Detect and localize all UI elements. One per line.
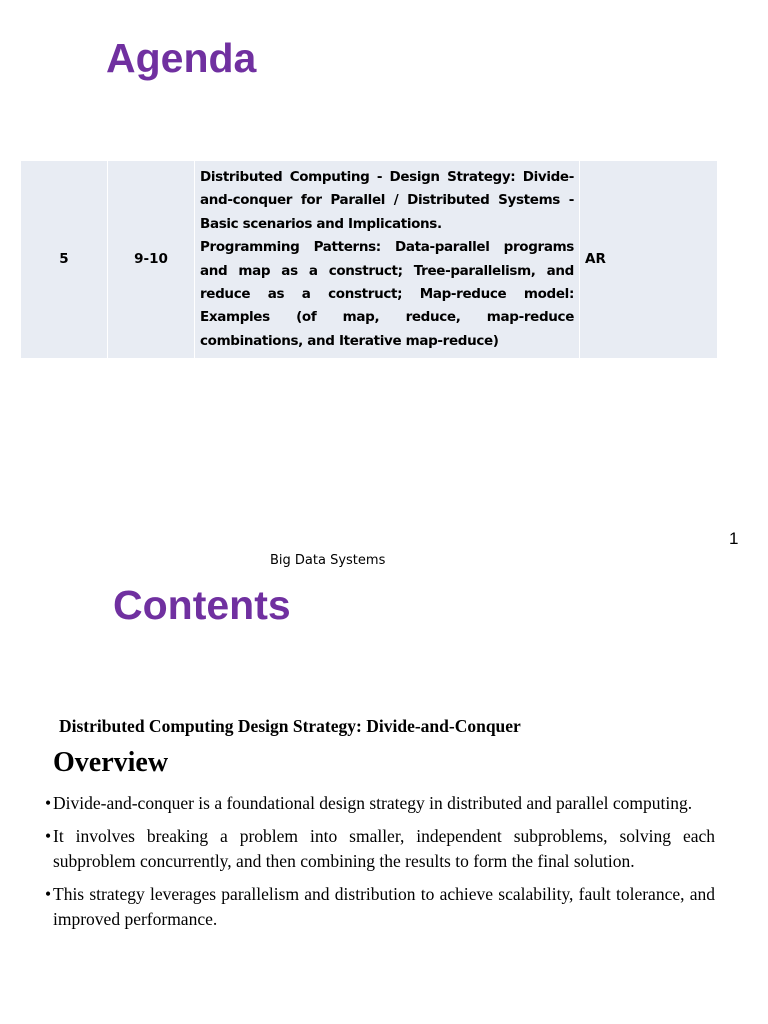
section-heading: Distributed Computing Design Strategy: Divide-and-Conquer — [59, 716, 521, 736]
contact-hours-cell: 9-10 — [108, 161, 195, 358]
faculty-cell: AR — [585, 250, 606, 267]
overview-bullet-list — [45, 791, 715, 940]
bullet-icon: • — [45, 793, 52, 813]
session-number-cell: 5 — [21, 161, 108, 358]
topic-text-programming-patterns: Programming Patterns: Data-parallel programs and map as a construct; Tree-parallelism, and reduce as a construct; Map-reduce model: Examples (of map, reduce, map-reduce combinations, and Iterative map-reduce) — [200, 239, 574, 349]
table-row — [21, 161, 717, 358]
agenda-title: Agenda — [106, 35, 257, 81]
bullet-icon: • — [45, 826, 52, 846]
bullet-text: This strategy leverages parallelism and distribution to achieve scalability, fault tolerance, and improved performance. — [53, 884, 715, 929]
agenda-table — [21, 161, 717, 358]
page-number: 1 — [729, 529, 739, 548]
topic-cell — [195, 161, 580, 358]
contents-title: Contents — [113, 582, 291, 628]
list-item — [45, 791, 715, 816]
topic-text-design-strategy: Distributed Computing - Design Strategy: Divide-and-conquer for Parallel / Distributed Systems - Basic scenarios and Implications. — [200, 169, 574, 232]
bullet-icon: • — [45, 884, 52, 904]
list-item — [45, 824, 715, 874]
overview-heading: Overview — [53, 747, 169, 778]
bullet-text: It involves breaking a problem into smaller, independent subproblems, solving each subproblem concurrently, and then combining the results to form the final solution. — [53, 826, 715, 871]
list-item — [45, 882, 715, 932]
footer-course-name: Big Data Systems — [270, 553, 386, 568]
bullet-text: Divide-and-conquer is a foundational design strategy in distributed and parallel computing. — [53, 793, 693, 813]
